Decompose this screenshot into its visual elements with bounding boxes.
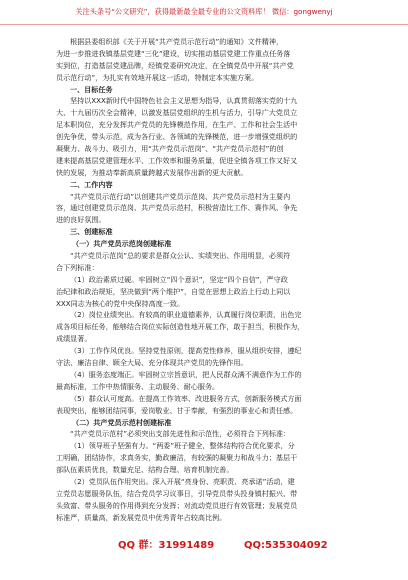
text-line: （5）群众认可度高。在提高工作效率、改进服务方式，创新服务模式方面 — [70, 393, 302, 403]
text-line: 凝聚力、战斗力、吸引力，用“共产党员示范岗”、“共产党员示范村”的创 — [56, 144, 284, 154]
text-line: “共产党员示范村”必须突出支部先进性和示范性，必须符合下列标准： — [70, 429, 291, 439]
text-line: 建来提高基层党建管理水平、工作效率和服务质量，促进全镇各项工作又好又 — [56, 155, 298, 165]
text-line: 标准严，质量高，新发展党员中优秀青年占较高比例。 — [56, 512, 227, 522]
text-line: 容，通过创建党员示范岗、共产党员示范村，积极营造比工作、赛作风、争先 — [56, 203, 298, 213]
section-heading: 二、工作内容 — [70, 179, 113, 189]
text-line: 快的发展，为推动奉新高质量跨越式发展作出新的更大贡献。 — [56, 167, 248, 177]
text-line: 实到位，打造基层党建品牌，经镇党委研究决定，在全镇党员中开展“共产党 — [56, 60, 294, 70]
text-line: “共产党员示范岗”总的要求是群众公认、实绩突出、作用明显，必须符 — [70, 251, 291, 261]
text-line: 立党员志愿服务队伍，结合党员学习议事日，引导党员带头投身镇村振兴、带 — [56, 488, 298, 498]
text-line: 足本职岗位，充分发挥共产党员的先锋模范作用，在生产、工作和社会生活中 — [56, 120, 298, 130]
text-line: 创先争优，带头示范，成为各行业、各领域的先锋模范，进一步增强党组织的 — [56, 132, 298, 142]
text-line: 成绩显著。 — [56, 334, 92, 344]
text-line: XXX同志为核心的党中央保持高度一致。 — [56, 298, 185, 308]
text-line: （2）岗位业绩突出。有较高的职业道德素养，认真履行岗位职责，出色完 — [70, 310, 302, 320]
text-line: 进的良好氛围。 — [56, 215, 106, 225]
section-heading: （一）共产党员示范岗创建标准 — [72, 239, 172, 249]
section-heading: （二）共产党员示范村创建标准 — [72, 417, 172, 427]
text-line: 合下列标准： — [56, 262, 99, 272]
text-line: “共产党员示范行动”以创建共产党员示范岗、共产党员示范村为主要内 — [70, 191, 291, 201]
qq-group-text: QQ 群：31991489 — [118, 540, 215, 551]
text-line: 最高标准，工作中热情服务、主动服务、耐心服务。 — [56, 381, 220, 391]
text-line: 大、十九届历次全会精神，以激发基层党组织的生机与活力，引导广大党员立 — [56, 108, 298, 118]
text-line: 表现突出，能够团结同事，爱岗敬业、甘于奉献，有强烈的事业心和责任感。 — [56, 405, 298, 415]
section-heading: 三、创建标准 — [70, 227, 113, 237]
text-line: （2）党员队伍作用突出。深入开展“亮身份、亮职责、亮承诺”活动，建 — [70, 476, 295, 486]
text-line: 头致富、带头服务的作用得到充分发挥；对流动党员进行有效管理；发展党员 — [56, 500, 298, 510]
text-line: （3）工作作风优良。坚持党性原则，提高党性修养，服从组织安排，遵纪 — [70, 346, 302, 356]
text-line: 工明确，团结协作，求真务实，勤政廉洁，有较强的凝聚力和战斗力；基层干 — [56, 453, 298, 463]
text-line: （4）服务态度端正。牢固树立宗旨意识，把人民群众满不满意作为工作的 — [70, 369, 302, 379]
text-line: 成各项目标任务，能够结合岗位实际创造性地开展工作，敢于担当，积极作为， — [56, 322, 305, 332]
text-line: 根据县委组织部《关于开展“共产党员示范行动”的通知》文件精神， — [70, 37, 284, 46]
text-line: 守法、廉洁自律、顾全大局、充分体现共产党员的先锋作用。 — [56, 358, 248, 368]
text-line: 部队伍素质优良，数量充足、结构合理、培育机制完善。 — [56, 465, 234, 475]
text-line: 坚持以XXX新时代中国特色社会主义思想为指导，认真贯彻落实党的十九 — [70, 96, 298, 106]
footer — [0, 536, 408, 556]
text-line: 员示范行动”，为扎实有效地开展这一活动，特制定本实施方案。 — [56, 72, 259, 82]
text-line: （1）领导班子坚强有力。“两委”班子健全，整体结构符合优化要求，分 — [70, 441, 295, 451]
document-body — [56, 36, 360, 524]
qq-contact-text: QQ:535304092 — [244, 540, 328, 551]
section-heading: 一、目标任务 — [70, 84, 113, 94]
top-banner: 关注头条号“公文研究”，获得最新最全最专业的公文资料库！ 微信：gongwenyj — [0, 0, 408, 25]
text-line: 治纪律和政治规矩，坚决做到“两个维护”，自觉在思想上政治上行动上同以 — [56, 286, 291, 296]
text-line: （1）政治素质过硬。牢固树立“四个意识”，坚定“四个自信”，严守政 — [70, 274, 288, 284]
text-line: 为进一步推进我镇基层党建“三化”建设，切实推动基层党建工作重点任务落 — [56, 48, 291, 58]
